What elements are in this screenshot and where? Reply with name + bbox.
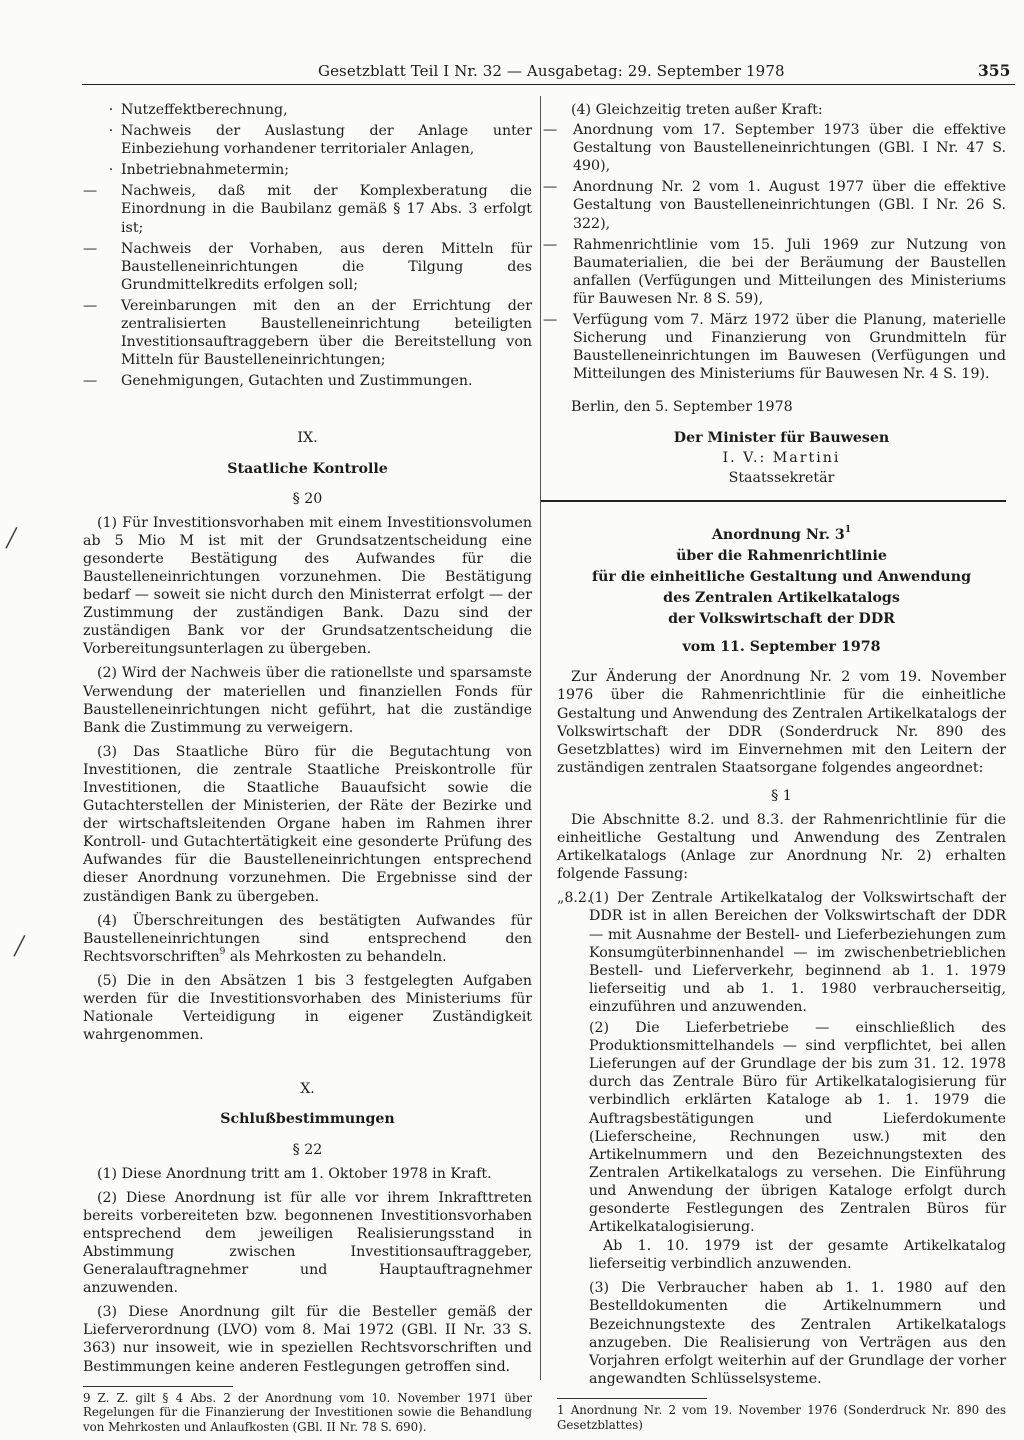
paragraph: (1) Für Investitionsvorhaben mit einem Investitionsvolumen ab 5 Mio M ist mit der Grundsatzentscheidung eine gesonderte Bestätigung des Aufwandes für die Baustelleneinrichtungen vorzunehmen. Die Bestätigung bedarf — soweit sie nicht durch den Ministerrat erfolgt — der Zustimmung der zuständigen Bank. Dazu sind der zuständigen Bank vor der Grundsatzentscheidung die Vorbereitungsunterlagen zu übergeben.: [83, 514, 532, 658]
subsection: „8.2. (1) Der Zentrale Artikelkatalog der Volkswirtschaft der DDR ist in allen Bereichen der Volkswirtschaft der DDR — mit Ausnahme der Bestell- und Lieferbeziehungen zum Konsumgüterbinnenhandel — im zwischenbetrieblichen Bestell- und Lieferverkehr, beginnend ab 1. 1. 1979 lieferseitig und ab 1. 1. 1980 verbraucherseitig, einzuführen und anzuwenden.: [557, 890, 1006, 1015]
dash-item: — Genehmigungen, Gutachten und Zustimmungen.: [83, 373, 473, 390]
subsection: (2) Die Lieferbetriebe — einschließlich des Produktionsmittelhandels — sind verpflichtet, bei allen Lieferungen auf der Grundlage der bis zum 31. 12. 1978 durch das Zentrale Büro für Artikelkatalogisierung für verbindlich erklärten Kataloge ab 1. 1. 1979 die Auftragsbestätigungen und Lieferdokumente (Lieferscheine, Rechnungen usw.) mit den Artikelnummern und den Bezeichnungstexten des Zentralen Artikelkatalogs zu versehen. Die Einführung und Anwendung der übrigen Kataloge erfolgt durch gesonderte Festlegungen des Zentralen Büros für Artikelkatalogisierung.: [589, 1020, 1006, 1236]
footnote-ref: 9: [219, 946, 226, 957]
section-numeral: IX.: [297, 430, 318, 447]
margin-mark: ╱: [6, 528, 17, 549]
bullet-item: · Nutzeffektberechnung,: [108, 102, 288, 118]
dash-item: — Nachweis der Vorhaben, aus deren Mitteln für Baustelleneinrichtungen die Tilgung des Grundmittelkredits erfolgen soll;: [83, 240, 532, 293]
header-title: Gesetzblatt Teil I Nr. 32 — Ausgabetag: 29. September 1978: [318, 62, 785, 80]
section-title: Schlußbestimmungen: [220, 1111, 395, 1128]
bullet-item: · Inbetriebnahmetermin;: [108, 162, 290, 179]
decree-title-line: für die einheitliche Gestaltung und Anwendung: [592, 568, 971, 585]
paragraph: (3) Das Staatliche Büro für die Begutachtung von Investitionen, die zentrale Staatliche Preiskontrolle für Investitionen, die Staatliche Bauaufsicht sowie die Gutachterstellen der Ministerien, der Räte der Bezirke und der wirtschaftsleitenden Organe haben im Rahmen ihrer Kontroll- und Gutachtertätigkeit eine gesonderte Prüfung des Aufwandes für die Baustelleneinrichtungen entsprechend dieser Anordnung vorzunehmen. Die Ergebnisse sind der zuständigen Bank zu übergeben.: [83, 743, 532, 905]
dash-item: — Vereinbarungen mit den an der Errichtung der zentralisierten Baustelleneinrichtung beteiligten Investitionsauftraggebern über die Bereitstellung von Mitteln für Baustelleneinrichtungen;: [83, 297, 532, 369]
dash-item: — Anordnung Nr. 2 vom 1. August 1977 über die effektive Gestaltung von Baustelleneinrichtungen (GBl. I Nr. 26 S. 322),: [543, 179, 1006, 232]
paragraph: Die Abschnitte 8.2. und 8.3. der Rahmenrichtlinie für die einheitliche Gestaltung und Anwendung des Zentralen Artikelkatalogs (Anlage zur Anordnung Nr. 2) erhalten folgende Fassung:: [557, 812, 1006, 883]
dash-item: — Nachweis, daß mit der Komplexberatung die Einordnung in die Baubilanz gemäß § 17 Abs. 3 erfolgt ist;: [83, 183, 532, 236]
header-rule: [82, 84, 1015, 85]
decree-date: vom 11. September 1978: [682, 639, 881, 656]
paragraph-number: § 1: [771, 787, 792, 804]
right-column: [543, 101, 1006, 1438]
margin-mark: ╱: [14, 936, 25, 957]
section-title: Staatliche Kontrolle: [227, 460, 388, 477]
left-column: [83, 101, 532, 1440]
page-number: 355: [978, 61, 1011, 80]
decree-title-line: des Zentralen Artikelkatalogs: [663, 590, 900, 607]
paragraph-number: § 22: [292, 1141, 323, 1158]
subsection: (3) Die Verbraucher haben ab 1. 1. 1980 auf den Bestelldokumenten die Artikelnummern und Bezeichnungstexte des Zentralen Artikelkatalogs anzugeben. Die Realisierung von Verträgen aus den Vorjahren erfolgt weiterhin auf der Grundlage der vorher angewandten Schlüsselsysteme.: [589, 1280, 1006, 1387]
column-divider: [540, 96, 541, 1380]
section-rule: [541, 500, 1006, 502]
footnote-rule: [83, 1386, 233, 1387]
signer-name: I. V.: Martini: [722, 449, 841, 466]
decree-title-line: der Volkswirtschaft der DDR: [668, 611, 895, 628]
paragraph-number: § 20: [292, 490, 323, 507]
decree-title: Anordnung Nr. $3^1$: [711, 524, 852, 543]
page-header: [0, 62, 1024, 84]
signer-role: Staatssekretär: [728, 469, 835, 486]
paragraph: (2) Wird der Nachweis über die rationellste und sparsamste Verwendung der materiellen und finanziellen Fonds für Baustelleneinrichtungen nicht geführt, hat die zuständige Bank die Zustimmung zu verweigern.: [83, 665, 532, 736]
bullet-item: · Nachweis der Auslastung der Anlage unter Einbeziehung vorhandener territorialer Anlagen,: [108, 123, 532, 158]
footnote-rule: [557, 1398, 707, 1399]
section-numeral: X.: [300, 1081, 315, 1098]
preamble: Zur Änderung der Anordnung Nr. 2 vom 19. November 1976 über die Rahmenrichtlinie für die einheitliche Gestaltung und Anwendung des Zentralen Artikelkatalogs der Volkswirtschaft der DDR (Sonderdruck Nr. 890 des Gesetzblattes) wird im Einvernehmen mit den Leitern der zuständigen zentralen Staatsorgane folgendes angeordnet:: [557, 669, 1006, 776]
paragraph: Ab 1. 10. 1979 ist der gesamte Artikelkatalog lieferseitig verbindlich anzuwenden.: [589, 1238, 1006, 1273]
dash-item: — Rahmenrichtlinie vom 15. Juli 1969 zur Nutzung von Baumaterialien, die bei der Beräumung der Baustellen anfallen (Verfügungen und Mitteilungen des Ministeriums für Bauwesen Nr. 8 S. 59),: [543, 236, 1006, 307]
signer-title: Der Minister für Bauwesen: [673, 429, 890, 446]
paragraph: (4) Gleichzeitig treten außer Kraft:: [571, 102, 823, 118]
paragraph: (1) Diese Anordnung tritt am 1. Oktober 1978 in Kraft.: [97, 1165, 492, 1182]
dash-item: — Verfügung vom 7. März 1972 über die Planung, materielle Sicherung und Finanzierung von Grundmitteln für Baustelleneinrichtungen im Bauwesen (Verfügungen und Mitteilungen des Ministeriums für Bauwesen Nr. 4 S. 19).: [543, 312, 1006, 383]
footnote: 1 Anordnung Nr. 2 vom 19. November 1976 (Sonderdruck Nr. 890 des Gesetzblattes): [557, 1402, 1006, 1432]
paragraph: (2) Diese Anordnung ist für alle vor ihrem Inkrafttreten bereits vorbereiteten bzw. begonnenen Investitionsvorhaben entsprechend dem jeweiligen Realisierungsstand in Abstimmung zwischen Investitionsauftraggeber, Generalauftragnehmer und Hauptauftragnehmer anzuwenden.: [83, 1189, 532, 1297]
place-date: Berlin, den 5. September 1978: [571, 399, 793, 416]
decree-title-line: über die Rahmenrichtlinie: [676, 547, 887, 564]
paragraph: (5) Die in den Absätzen 1 bis 3 festgelegten Aufgaben werden für die Investitionsvorhaben des Ministeriums für Nationale Verteidigung in eigener Zuständigkeit wahrgenommen.: [83, 972, 532, 1044]
footnote-ref: 1: [844, 524, 852, 535]
footnote: 9 Z. Z. gilt § 4 Abs. 2 der Anordnung vom 10. November 1971 über Regelungen für die Finanzierung der Investitionen sowie die Behandlung von Mehrkosten und Anlaufkosten (GBl. II Nr. 78 S. 690).: [83, 1390, 532, 1434]
dash-item: — Anordnung vom 17. September 1973 über die effektive Gestaltung von Baustelleneinrichtungen (GBl. I Nr. 47 S. 490),: [543, 122, 1006, 175]
paragraph: (4) Überschreitungen des bestätigten Aufwandes für Baustelleneinrichtungen sind entsprechend den Rechtsvorschriften$^9$ als Mehrkosten zu behandeln.: [83, 912, 532, 965]
paragraph: (3) Diese Anordnung gilt für die Besteller gemäß der Lieferverordnung (LVO) vom 8. Mai 1972 (GBl. II Nr. 33 S. 363) nur insoweit, wie in speziellen Rechtsvorschriften und Bestimmungen keine anderen Festlegungen getroffen sind.: [83, 1304, 532, 1375]
